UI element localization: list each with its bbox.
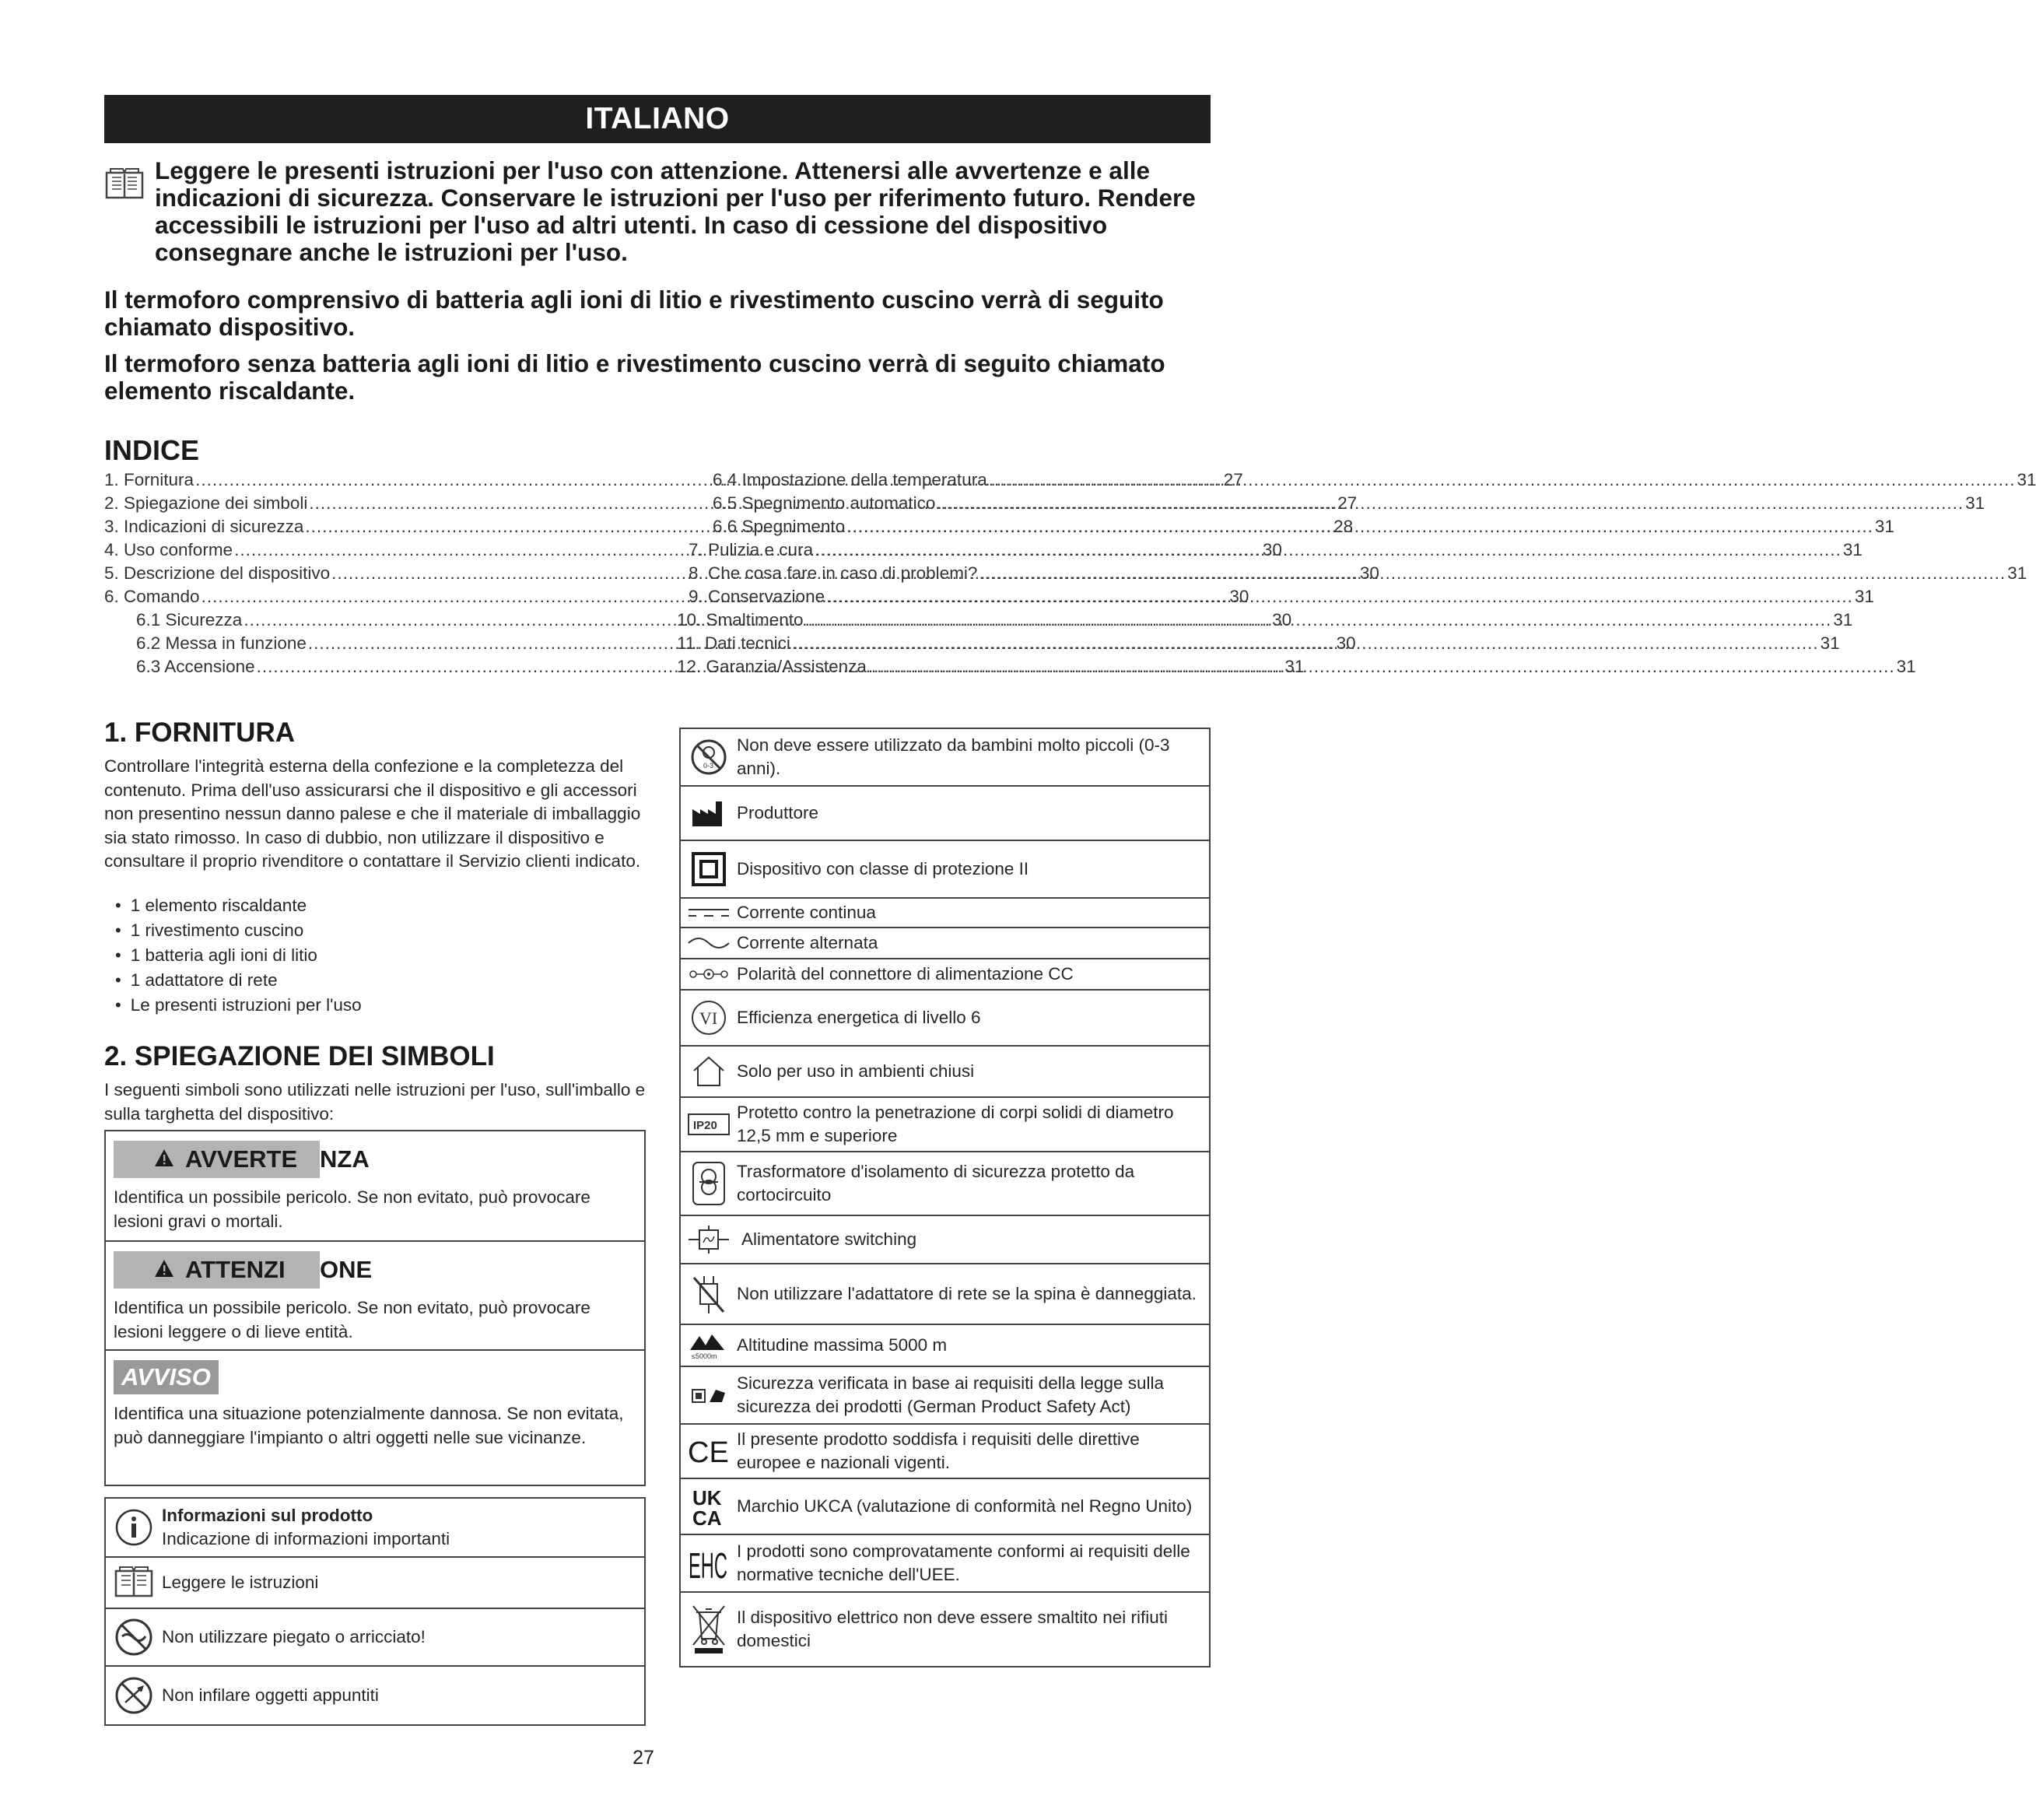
symbol-row-gs [681,1367,1209,1425]
toc-entry[interactable]: 12. Garanzia/Assistenza ..... 31 [677,655,1211,679]
intro-text: Leggere le presenti istruzioni per l'uso con attenzione. Attenersi alle avvertenze e alle indicazioni di sicurezza. Conservare le istruzioni per l'uso per riferimento futuro. Rendere accessibili le istruzioni per l'uso ad altri utenti. In caso di cessione del dispositivo consegnare anche le istruzioni per l'uso. [155,156,1196,266]
toc-entry[interactable]: 6.4 Impostazione della temperatura ..... 31 [677,468,1211,492]
symbol-row-indoor [681,1047,1209,1098]
symbol-row-damaged [681,1264,1209,1325]
manufacturer-text: Produttore [737,803,819,822]
polarity-icon [687,968,731,980]
section-1-title: 1. FORNITURA [104,717,295,748]
list-item: • 1 adattatore di rete [115,968,362,993]
symbol-row-no-fold [106,1609,644,1667]
dc-text: Corrente continua [737,903,876,922]
symbol-table-right [679,728,1211,1667]
ip20-icon [688,1113,730,1135]
ukca-mark-icon [691,1485,727,1528]
book-icon [104,167,145,202]
alternating-current-icon [687,936,731,950]
manufacturer-icon [691,798,727,828]
symbol-row-switching [681,1216,1209,1264]
notice-title: AVVISO [114,1360,219,1394]
section-1-text: Controllare l'integrità esterna della confezione e la completezza del contenuto. Prima dell'uso assicurarsi che il dispositivo e gli accessori non presentino nessun danno palese e che il materiale di imballaggio sia stato rimosso. In caso di dubbio, non utilizzare il dispositivo e consultare il proprio rivenditore o contattare il Servizio clienti indicato. [104,756,641,871]
toc-entry[interactable]: 6.6 Spegnimento ..... 31 [677,515,1211,538]
warning-triangle-icon [154,1148,174,1167]
damaged-plug-icon [691,1273,727,1315]
toc-entry[interactable]: 6.5 Spegnimento automatico ..... 31 [677,492,1211,515]
symbol-row-read [106,1558,644,1609]
no-fold-text: Non utilizzare piegato o arricciato! [162,1627,426,1646]
list-item: • 1 batteria agli ioni di litio [115,943,362,968]
svg-text:UK: UK [692,1486,722,1510]
weee-text: Il dispositivo elettrico non deve essere smaltito nei rifiuti domestici [737,1608,1169,1650]
warning-title: AVVERTE NZA [114,1141,320,1178]
heating-element-definition: Il termoforo senza batteria agli ioni di litio e rivestimento cuscino verrà di seguito chiamato elemento riscaldante. [104,349,1165,405]
svg-text:0-3: 0-3 [703,762,714,770]
gs-mark-icon [689,1383,728,1407]
no-children-icon [690,738,727,776]
class-2-icon [692,852,726,886]
toc-entry[interactable]: 3. Indicazioni di sicurezza ..... 28 [104,515,643,538]
list-item: • 1 rivestimento cuscino [115,918,362,943]
notice-description: Identifica una situazione potenzialmente dannosa. Se non evitata, può danneggiare l'impianto o altri oggetti nelle sue vicinanze. [114,1404,624,1447]
toc-entry[interactable]: 1. Fornitura ..... 27 [104,468,643,492]
warning-avviso [106,1351,644,1485]
list-item: • Le presenti istruzioni per l'uso [115,993,362,1018]
symbol-row-polarity [681,959,1209,991]
toc-entry[interactable]: 9. Conservazione ..... 31 [677,585,1211,608]
toc-entry[interactable]: 2. Spiegazione dei simboli ..... 27 [104,492,643,515]
index-heading: INDICE [104,434,200,466]
toc-entry[interactable]: 10. Smaltimento ..... 31 [677,608,1211,632]
indoor-text: Solo per uso in ambienti chiusi [737,1061,975,1081]
eac-text: I prodotti sono comprovatamente conformi ai requisiti delle normative tecniche dell'UEE. [737,1541,1190,1584]
symbol-row-weee [681,1593,1209,1666]
toc-entry[interactable]: 7. Pulizia e cura ..... 31 [677,538,1211,562]
ce-text: Il presente prodotto soddisfa i requisiti delle direttive europee e nazionali vigenti. [737,1429,1140,1472]
info-title: Informazioni sul prodotto [162,1506,373,1525]
symbol-row-class2 [681,841,1209,899]
toc-entry[interactable]: 6. Comando ..... 30 [104,585,643,608]
device-definition: Il termoforo comprensivo di batteria agli ioni di litio e rivestimento cuscino verrà di seguito chiamato dispositivo. [104,286,1164,341]
ukca-text: Marchio UKCA (valutazione di conformità nel Regno Unito) [737,1496,1193,1516]
symbol-row-info [106,1499,644,1558]
efficiency-level-icon [691,1000,727,1036]
page-number: 27 [633,1747,654,1769]
svg-text:VI: VI [699,1008,718,1028]
list-item: • 1 elemento riscaldante [115,893,362,918]
class-2-text: Dispositivo con classe di protezione II [737,859,1029,878]
children-text: Non deve essere utilizzato da bambini molto piccoli (0-3 anni). [737,735,1170,778]
warning-triangle-icon [154,1259,174,1278]
no-fold-icon [114,1618,153,1657]
symbol-row-dc [681,899,1209,928]
altitude-icon [687,1330,731,1361]
svg-text:IP20: IP20 [693,1119,717,1132]
symbol-row-children [681,729,1209,787]
language-banner: ITALIANO [104,95,1211,143]
indoor-house-icon [691,1055,727,1088]
polarity-text: Polarità del connettore di alimentazione CC [737,964,1074,984]
symbol-row-ukca [681,1479,1209,1535]
altitude-text: Altitudine massima 5000 m [737,1335,948,1355]
toc-entry[interactable]: 11. Dati tecnici ..... 31 [677,632,1211,655]
section-2-title: 2. SPIEGAZIONE DEI SIMBOLI [104,1041,495,1071]
switching-power-icon [687,1224,731,1255]
no-pins-text: Non infilare oggetti appuntiti [162,1685,379,1705]
symbol-table-left [104,1497,646,1726]
symbol-row-ac [681,928,1209,959]
ce-mark-icon [687,1436,731,1467]
caution-title: ATTENZI ONE [114,1251,320,1289]
symbol-row-efficiency [681,991,1209,1047]
svg-text:EHC: EHC [689,1545,727,1586]
warning-attenzione [106,1242,644,1351]
symbol-row-eac [681,1535,1209,1593]
ip20-text: Protetto contro la penetrazione di corpi solidi di diametro 12,5 mm e superiore [737,1103,1174,1145]
direct-current-icon [687,906,731,919]
efficiency-text: Efficienza energetica di livello 6 [737,1008,981,1027]
warnings-box [104,1130,646,1486]
info-icon [114,1508,153,1547]
no-pins-icon [114,1676,153,1715]
toc-entry[interactable]: 6.1 Sicurezza ..... 30 [104,608,643,632]
gs-text: Sicurezza verificata in base ai requisiti della legge sulla sicurezza dei prodotti (German Product Safety Act) [737,1373,1165,1416]
warning-description: Identifica un possibile pericolo. Se non evitato, può provocare lesioni gravi o mortali. [114,1187,590,1231]
intro-section [104,157,1211,266]
ac-text: Corrente alternata [737,933,878,952]
symbol-row-no-pins [106,1667,644,1724]
warning-avvertenza [106,1131,644,1242]
toc-entry[interactable]: 6.2 Messa in funzione ..... 30 [104,632,643,655]
toc-entry[interactable]: 4. Uso conforme ..... 30 [104,538,643,562]
toc-entry[interactable]: 5. Descrizione del dispositivo ..... 30 [104,562,643,585]
symbol-row-manufacturer [681,787,1209,841]
symbol-row-transformer [681,1152,1209,1216]
symbol-row-ip20 [681,1098,1209,1152]
read-instructions-text: Leggere le istruzioni [162,1573,319,1592]
transformer-text: Trasformatore d'isolamento di sicurezza protetto da cortocircuito [737,1162,1135,1205]
toc-entry[interactable]: 6.3 Accensione ..... 31 [104,655,643,679]
symbol-row-altitude [681,1325,1209,1367]
svg-text:CA: CA [692,1506,722,1530]
damaged-plug-text: Non utilizzare l'adattatore di rete se la spina è danneggiata. [737,1284,1197,1303]
delivery-list [115,893,362,1018]
svg-text:≤5000m: ≤5000m [692,1352,717,1360]
section-2-text: I seguenti simboli sono utilizzati nelle istruzioni per l'uso, sull'imballo e sulla targhetta del dispositivo: [104,1080,646,1124]
toc-entry[interactable]: 8. Che cosa fare in caso di problemi? ..... 31 [677,562,1211,585]
weee-bin-icon [690,1603,727,1656]
caution-description: Identifica un possibile pericolo. Se non evitato, può provocare lesioni leggere o di lieve entità. [114,1298,590,1341]
eac-mark-icon [688,1545,730,1586]
switching-text: Alimentatore switching [741,1229,917,1249]
info-description: Indicazione di informazioni importanti [162,1529,450,1548]
symbol-row-ce [681,1425,1209,1479]
svg-text:CE: CE [688,1436,729,1469]
safety-transformer-icon [692,1161,726,1206]
book-icon [114,1565,154,1601]
